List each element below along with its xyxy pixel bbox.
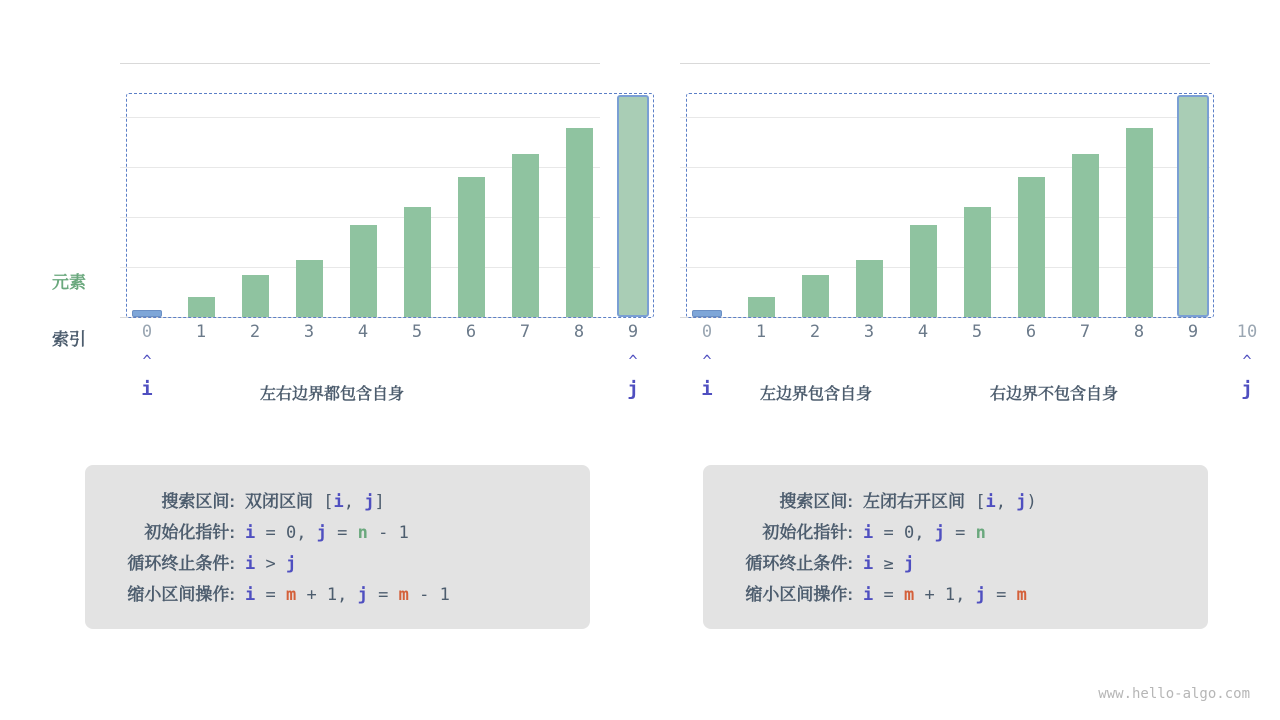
- bar-slot: [950, 68, 1004, 317]
- index-label: 2: [249, 322, 261, 342]
- gridline: [680, 63, 1210, 64]
- bar-4: [910, 225, 937, 317]
- info-value: i = 0, j = n: [863, 523, 986, 543]
- bar-slot: [734, 68, 788, 317]
- pointer-spacer: [1112, 378, 1166, 400]
- bar-slot: [896, 68, 950, 317]
- pointer-spacer: [174, 378, 228, 400]
- index-label: 9: [627, 322, 639, 342]
- pointer-spacer: [444, 378, 498, 400]
- bar-slot: [174, 68, 228, 317]
- bar-slot: [282, 68, 336, 317]
- caret-spacer: [498, 352, 552, 366]
- bar-slot: [444, 68, 498, 317]
- bar-0: [132, 310, 162, 317]
- bar-slot: [120, 68, 174, 317]
- info-row: [85, 549, 590, 574]
- info-value: i > j: [245, 554, 297, 574]
- info-value: i = m + 1, j = m: [863, 585, 1027, 605]
- panel-closed-interval: [20, 0, 639, 460]
- caret-i: ^: [142, 352, 152, 370]
- index-label: 10: [1236, 322, 1258, 342]
- info-box-closed-interval: [85, 465, 590, 629]
- bar-1: [748, 297, 775, 317]
- caret-j: ^: [628, 352, 638, 370]
- pointer-j: j: [1241, 378, 1253, 400]
- index-label: 4: [917, 322, 929, 342]
- index-label: 5: [411, 322, 423, 342]
- index-label: 7: [1079, 322, 1091, 342]
- info-value: i ≥ j: [863, 554, 915, 574]
- bar-chart-closed: [120, 68, 600, 318]
- bar-slot: [1004, 68, 1058, 317]
- index-label: 8: [573, 322, 585, 342]
- caret-spacer: [174, 352, 228, 366]
- bar-6: [458, 177, 485, 317]
- bar-7: [1072, 154, 1099, 317]
- panel-half-open-interval: [640, 0, 1258, 460]
- bar-slot: [1058, 68, 1112, 317]
- bar-3: [296, 260, 323, 317]
- pointer-spacer: [896, 378, 950, 400]
- caret-spacer: [788, 352, 842, 366]
- bar-8: [1126, 128, 1153, 317]
- bar-slot: [390, 68, 444, 317]
- bar-6: [1018, 177, 1045, 317]
- caret-spacer: [444, 352, 498, 366]
- info-key: 缩小区间操作:: [745, 585, 853, 604]
- bar-9-highlighted: [1177, 95, 1209, 317]
- bar-slot: [552, 68, 606, 317]
- caret-j: ^: [1242, 352, 1252, 370]
- bar-4: [350, 225, 377, 317]
- bar-slot: [1112, 68, 1166, 317]
- index-label: 1: [195, 322, 207, 342]
- index-label: 0: [141, 322, 153, 342]
- pointer-j: j: [627, 378, 639, 400]
- caret-spacer: [950, 352, 1004, 366]
- info-row: [703, 487, 1208, 512]
- annotation-left-inclusive: 左边界包含自身: [760, 386, 873, 403]
- index-label: 2: [809, 322, 821, 342]
- caret-spacer: [842, 352, 896, 366]
- info-value: i = m + 1, j = m - 1: [245, 585, 450, 605]
- info-key: 搜索区间:: [161, 492, 235, 511]
- index-axis-half-open: [680, 322, 1274, 342]
- caret-spacer: [390, 352, 444, 366]
- caret-spacer: [282, 352, 336, 366]
- caret-spacer: [1004, 352, 1058, 366]
- bar-chart-half-open: [680, 68, 1210, 318]
- gridline: [120, 63, 600, 64]
- bar-2: [242, 275, 269, 317]
- index-label: 3: [863, 322, 875, 342]
- caret-spacer: [1112, 352, 1166, 366]
- caret-spacer: [896, 352, 950, 366]
- row-label-elements: 元素: [52, 273, 86, 292]
- index-label: 6: [1025, 322, 1037, 342]
- info-row: [85, 580, 590, 605]
- info-value: i = 0, j = n - 1: [245, 523, 409, 543]
- info-row: [703, 580, 1208, 605]
- pointer-i: i: [141, 378, 153, 400]
- info-key: 缩小区间操作:: [127, 585, 235, 604]
- caret-row-closed: [120, 352, 660, 370]
- index-label: 1: [755, 322, 767, 342]
- bar-2: [802, 275, 829, 317]
- info-key: 循环终止条件:: [127, 554, 235, 573]
- annotation-both-inclusive: 左右边界都包含自身: [260, 386, 405, 403]
- info-row: [85, 518, 590, 543]
- watermark: www.hello-algo.com: [1098, 686, 1250, 702]
- index-label: 7: [519, 322, 531, 342]
- info-key: 初始化指针:: [762, 523, 853, 542]
- index-label: 6: [465, 322, 477, 342]
- caret-spacer: [336, 352, 390, 366]
- bar-1: [188, 297, 215, 317]
- caret-spacer: [734, 352, 788, 366]
- caret-row-half-open: [680, 352, 1274, 370]
- bar-0: [692, 310, 722, 317]
- pointer-spacer: [1166, 378, 1220, 400]
- info-key: 搜索区间:: [779, 492, 853, 511]
- caret-spacer: [1058, 352, 1112, 366]
- info-value: 双闭区间 [i, j]: [245, 492, 385, 512]
- pointer-spacer: [552, 378, 606, 400]
- bar-slot: [788, 68, 842, 317]
- bar-slot: [680, 68, 734, 317]
- index-label: 9: [1187, 322, 1199, 342]
- caret-spacer: [228, 352, 282, 366]
- info-box-half-open-interval: [703, 465, 1208, 629]
- info-row: [703, 549, 1208, 574]
- bar-group: [680, 68, 1220, 317]
- pointer-spacer: [498, 378, 552, 400]
- info-row: [703, 518, 1208, 543]
- bar-slot: [336, 68, 390, 317]
- caret-i: ^: [702, 352, 712, 370]
- info-key: 循环终止条件:: [745, 554, 853, 573]
- bar-7: [512, 154, 539, 317]
- bar-8: [566, 128, 593, 317]
- info-value: 左闭右开区间 [i, j): [863, 492, 1037, 512]
- bar-group: [120, 68, 660, 317]
- pointer-i: i: [701, 378, 713, 400]
- index-label: 4: [357, 322, 369, 342]
- bar-slot: [498, 68, 552, 317]
- caret-spacer: [1166, 352, 1220, 366]
- bar-5: [964, 207, 991, 317]
- index-axis-closed: [120, 322, 660, 342]
- index-label: 5: [971, 322, 983, 342]
- index-label: 8: [1133, 322, 1145, 342]
- info-row: [85, 487, 590, 512]
- bar-5: [404, 207, 431, 317]
- info-key: 初始化指针:: [144, 523, 235, 542]
- index-label: 0: [701, 322, 713, 342]
- bar-slot: [228, 68, 282, 317]
- bar-3: [856, 260, 883, 317]
- caret-spacer: [552, 352, 606, 366]
- bar-slot: [1166, 68, 1220, 317]
- annotation-right-exclusive: 右边界不包含自身: [990, 386, 1119, 403]
- index-label: 3: [303, 322, 315, 342]
- bar-slot: [842, 68, 896, 317]
- row-label-index: 索引: [52, 330, 86, 349]
